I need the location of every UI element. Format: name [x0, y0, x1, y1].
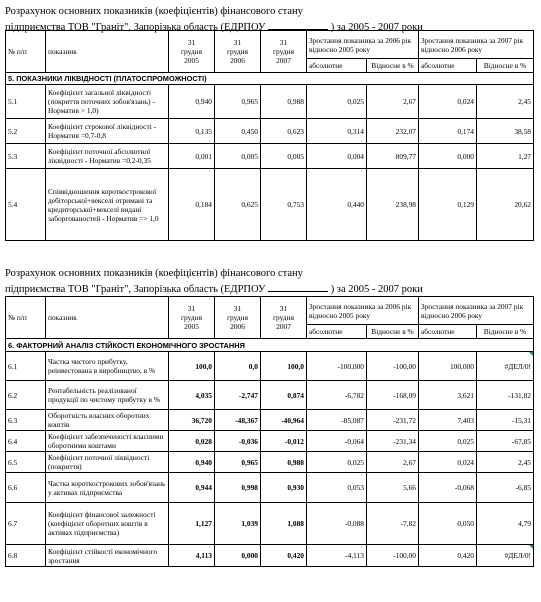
col-header-growth-2006: Зростання показника за 2006 рік відносно 2005 року [307, 31, 419, 59]
cell-2005: 0,028 [169, 431, 215, 452]
cell-abs-1: 0,440 [307, 169, 367, 241]
cell-2005: 36,720 [169, 410, 215, 431]
row-indicator: Частка короткострокових зобов'язань у активах підприємства [46, 473, 169, 503]
cell-abs-1: -4,113 [307, 545, 367, 567]
table-row [6, 169, 534, 241]
table-row [6, 452, 534, 473]
cell-rel-1: -7,82 [367, 503, 419, 545]
cell-2007: 0,005 [261, 144, 307, 169]
cell-2005: 0,940 [169, 452, 215, 473]
cell-abs-2: 0,129 [419, 169, 477, 241]
table-row [6, 119, 534, 144]
cell-rel-1: 238,98 [367, 169, 419, 241]
cell-abs-1: 0,053 [307, 473, 367, 503]
cell-2007: 0,988 [261, 452, 307, 473]
cell-rel-1: 2,67 [367, 85, 419, 119]
growth-factor-table [5, 296, 534, 567]
row-number: 6.1 [6, 352, 46, 381]
section-title: 6. ФАКТОРНИЙ АНАЛІЗ СТІЙКОСТІ ЕКОНОМІЧНОГО ЗРОСТАННЯ [6, 339, 534, 352]
cell-rel-2: 4,79 [477, 503, 534, 545]
col-header-no: № п/п [6, 297, 46, 339]
cell-abs-1: 0,004 [307, 144, 367, 169]
edrpou-blank [268, 281, 328, 292]
col-header-rel-2: Відносне в % [477, 59, 534, 73]
table-row [6, 144, 534, 169]
row-indicator: Коефіцієнт забезпеченості власними оборотними коштами [46, 431, 169, 452]
table-row [6, 85, 534, 119]
row-number: 6.6 [6, 473, 46, 503]
cell-rel-1: 5,66 [367, 473, 419, 503]
heading-period: ) за 2005 - 2007 роки [330, 284, 423, 295]
col-header-no: № п/п [6, 31, 46, 73]
cell-abs-1: -0,064 [307, 431, 367, 452]
cell-2006: 0,625 [215, 169, 261, 241]
col-header-growth-2007: Зростання показника за 2007 рік відносно 2006 року [419, 297, 534, 325]
cell-abs-1: 0,314 [307, 119, 367, 144]
heading-company: підприємства ТОВ "Граніт", Запорізька область (ЕДРПОУ [5, 284, 266, 295]
cell-rel-2: 38,58 [477, 119, 534, 144]
edrpou-blank [268, 19, 328, 30]
row-number: 6.3 [6, 410, 46, 431]
row-number: 6.4 [6, 431, 46, 452]
col-header-2007: 31 грудня 2007 [261, 297, 307, 339]
cell-abs-2: 0,025 [419, 431, 477, 452]
cell-2007: -0,012 [261, 431, 307, 452]
row-number: 6.8 [6, 545, 46, 567]
cell-2006: -0,036 [215, 431, 261, 452]
cell-abs-2: -0,068 [419, 473, 477, 503]
cell-abs-2: 0,000 [419, 144, 477, 169]
cell-2006: 0,000 [215, 545, 261, 567]
cell-rel-2: #ДЕЛ/0! [477, 545, 534, 567]
col-header-2006: 31 грудня 2006 [215, 31, 261, 73]
table-header-row [6, 297, 534, 325]
cell-2005: 0,001 [169, 144, 215, 169]
col-header-2005: 31 грудня 2005 [169, 31, 215, 73]
row-indicator: Коефіцієнт стійкості економічного зростання [46, 545, 169, 567]
row-indicator: Оборотність власних оборотних коштів [46, 410, 169, 431]
cell-abs-2: 100,000 [419, 352, 477, 381]
col-header-2007: 31 грудня 2007 [261, 31, 307, 73]
table-row [6, 545, 534, 567]
cell-2005: 100,0 [169, 352, 215, 381]
cell-2006: 0,965 [215, 85, 261, 119]
col-header-indicator: показник [46, 297, 169, 339]
cell-abs-2: 7,403 [419, 410, 477, 431]
cell-2006: 0,450 [215, 119, 261, 144]
col-header-growth-2007: Зростання показника за 2007 рік відносно 2006 року [419, 31, 534, 59]
cell-rel-1: -168,09 [367, 381, 419, 410]
col-header-indicator: показник [46, 31, 169, 73]
row-number: 5.1 [6, 85, 46, 119]
cell-2007: 0,623 [261, 119, 307, 144]
section-row [6, 339, 534, 352]
cell-2006: -48,367 [215, 410, 261, 431]
cell-2007: 100,0 [261, 352, 307, 381]
table-row [6, 503, 534, 545]
cell-2006: -2,747 [215, 381, 261, 410]
cell-rel-2: #ДЕЛ/0! [477, 352, 534, 381]
cell-abs-2: 0,050 [419, 503, 477, 545]
report-heading-2 [5, 266, 423, 297]
cell-rel-1: 232,07 [367, 119, 419, 144]
table-row [6, 431, 534, 452]
col-header-abs-2: абсолютне [419, 59, 477, 73]
cell-abs-1: -100,000 [307, 352, 367, 381]
error-marker-icon [529, 352, 533, 356]
row-indicator: Коефіцієнт строкової ліквідності - Норматив =0,7-0,8 [46, 119, 169, 144]
row-indicator: Коефіцієнт загальної ліквідності (покриття поточних зобов'язань) - Норматив > 1,0) [46, 85, 169, 119]
cell-rel-1: -231,34 [367, 431, 419, 452]
cell-2005: 0,184 [169, 169, 215, 241]
liquidity-table [5, 30, 534, 241]
heading-line-1: Розрахунок основних показників (коефіцієнтів) фінансового стану [5, 6, 303, 17]
row-indicator: Частка чистого прибутку, реінвестована в виробництво, в % [46, 352, 169, 381]
row-indicator: Коефіцієнт фінансової залежності (коефіцієнт оборотних коштів в активах підприємства) [46, 503, 169, 545]
cell-2007: 0,874 [261, 381, 307, 410]
cell-abs-1: 0,025 [307, 85, 367, 119]
cell-abs-2: 0,174 [419, 119, 477, 144]
section-title: 5. ПОКАЗНИКИ ЛІКВІДНОСТІ (ПЛАТОСПРОМОЖНОСТІ) [6, 73, 534, 85]
cell-2005: 0,135 [169, 119, 215, 144]
row-number: 6.7 [6, 503, 46, 545]
cell-rel-1: -100,00 [367, 545, 419, 567]
cell-rel-2: 20,62 [477, 169, 534, 241]
cell-2007: 0,930 [261, 473, 307, 503]
cell-2005: 4,035 [169, 381, 215, 410]
cell-2006: 0,998 [215, 473, 261, 503]
cell-rel-2: -67,85 [477, 431, 534, 452]
row-indicator: Рентабельність реалізованої продукції по чистому прибутку в % [46, 381, 169, 410]
col-header-rel-2: Відносне в % [477, 325, 534, 339]
col-header-2006: 31 грудня 2006 [215, 297, 261, 339]
row-number: 5.4 [6, 169, 46, 241]
cell-rel-2: 2,45 [477, 85, 534, 119]
cell-rel-1: 2,67 [367, 452, 419, 473]
cell-abs-2: 0,024 [419, 85, 477, 119]
cell-2005: 4,113 [169, 545, 215, 567]
cell-2007: 0,753 [261, 169, 307, 241]
col-header-growth-2006: Зростання показника за 2006 рік відносно 2005 року [307, 297, 419, 325]
cell-2007: -40,964 [261, 410, 307, 431]
cell-2007: 0,420 [261, 545, 307, 567]
cell-rel-2: -6,85 [477, 473, 534, 503]
cell-2006: 0,965 [215, 452, 261, 473]
section-row [6, 73, 534, 85]
cell-2006: 0,0 [215, 352, 261, 381]
cell-rel-1: -100,00 [367, 352, 419, 381]
col-header-rel-1: Відносне в % [367, 59, 419, 73]
cell-abs-2: 0,420 [419, 545, 477, 567]
cell-2005: 0,940 [169, 85, 215, 119]
col-header-abs-1: абсолютне [307, 325, 367, 339]
cell-abs-1: -6,782 [307, 381, 367, 410]
col-header-rel-1: Відносне в % [367, 325, 419, 339]
row-indicator: Коефіцієнт поточної абсолютної ліквідності - Норматив =0,2-0,35 [46, 144, 169, 169]
heading-period: ) за 2005 - 2007 роки [330, 22, 423, 33]
row-number: 6.5 [6, 452, 46, 473]
row-indicator: Коефіцієнт поточної ліквідності (покриття) [46, 452, 169, 473]
cell-abs-2: 0,024 [419, 452, 477, 473]
col-header-2005: 31 грудня 2005 [169, 297, 215, 339]
col-header-abs-1: абсолютне [307, 59, 367, 73]
cell-2005: 1,127 [169, 503, 215, 545]
row-number: 5.3 [6, 144, 46, 169]
table-header-row [6, 31, 534, 59]
cell-2005: 0,944 [169, 473, 215, 503]
cell-abs-1: -0,088 [307, 503, 367, 545]
row-number: 5.2 [6, 119, 46, 144]
table-row [6, 352, 534, 381]
cell-rel-2: 2,45 [477, 452, 534, 473]
cell-rel-2: -131,82 [477, 381, 534, 410]
cell-rel-2: 1,27 [477, 144, 534, 169]
cell-abs-1: 0,025 [307, 452, 367, 473]
cell-2007: 1,088 [261, 503, 307, 545]
col-header-abs-2: абсолютне [419, 325, 477, 339]
table-row [6, 381, 534, 410]
cell-2006: 0,005 [215, 144, 261, 169]
cell-2006: 1,039 [215, 503, 261, 545]
cell-rel-1: -231,72 [367, 410, 419, 431]
error-marker-icon [529, 545, 533, 549]
cell-rel-2: -15,31 [477, 410, 534, 431]
table-row [6, 410, 534, 431]
cell-abs-1: -85,087 [307, 410, 367, 431]
row-indicator: Співвідношення короткострокової дебіторської+векселі отримані та кредиторської+векселі видані заборгованостей - Норматив => 1,0 [46, 169, 169, 241]
cell-abs-2: 3,621 [419, 381, 477, 410]
table-row [6, 473, 534, 503]
row-number: 6.2 [6, 381, 46, 410]
heading-line-2 [5, 281, 423, 297]
cell-rel-1: 809,77 [367, 144, 419, 169]
heading-line-1: Розрахунок основних показників (коефіцієнтів) фінансового стану [5, 268, 303, 279]
cell-2007: 0,988 [261, 85, 307, 119]
heading-company: підприємства ТОВ "Граніт", Запорізька область (ЕДРПОУ [5, 22, 266, 33]
